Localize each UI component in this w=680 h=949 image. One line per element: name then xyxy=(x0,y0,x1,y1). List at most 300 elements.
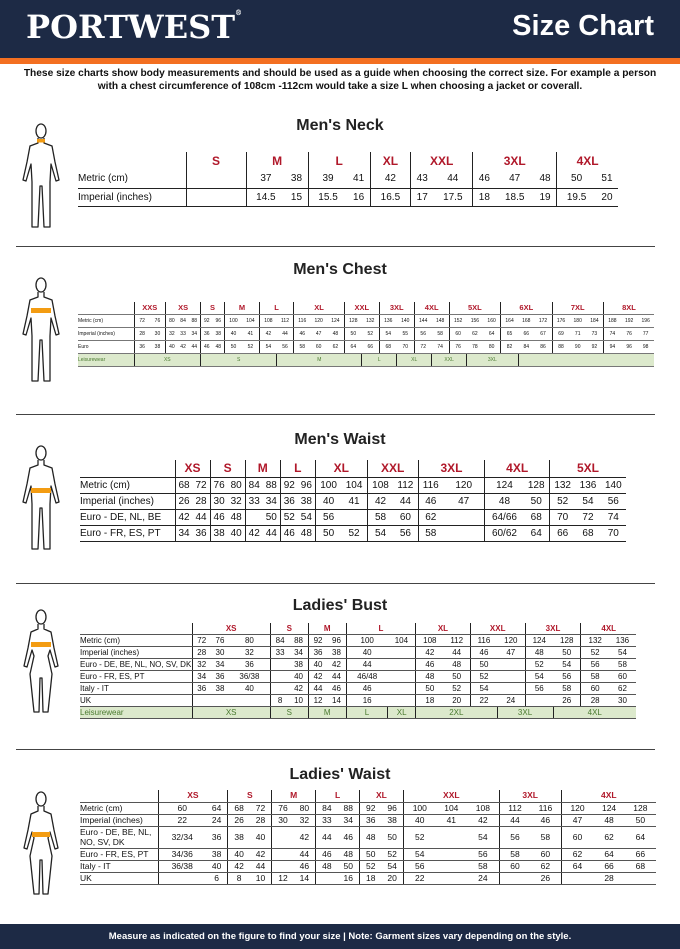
cell: 36 xyxy=(308,647,327,659)
row-label: UK xyxy=(80,695,192,707)
size-label: M xyxy=(246,152,308,170)
size-label: XXL xyxy=(403,790,499,802)
cell: 70 xyxy=(549,509,575,525)
cell xyxy=(388,695,416,707)
cell: 42 xyxy=(308,671,327,683)
cell: 71 xyxy=(569,328,585,341)
cell: 40 xyxy=(315,493,341,509)
cell: 136 xyxy=(575,477,600,493)
cell: 50 xyxy=(625,814,656,826)
cell: 136 xyxy=(609,635,636,647)
cell: 76 xyxy=(211,635,229,647)
brand-logo: PORTWEST® xyxy=(26,8,243,46)
cell: 16 xyxy=(338,872,360,884)
cell: 50 xyxy=(360,848,382,860)
cell: 24 xyxy=(467,872,499,884)
size-label: M xyxy=(277,354,362,367)
cell: 58 xyxy=(367,509,393,525)
cell: 55 xyxy=(397,328,414,341)
row-label: Metric (cm) xyxy=(80,635,192,647)
row-label: Euro - DE, BE, NL, NO, SV, DK xyxy=(80,660,192,669)
cell: 68 xyxy=(228,802,250,814)
cell: 82 xyxy=(501,341,518,354)
cell: 58 xyxy=(530,826,561,848)
cell xyxy=(443,525,485,541)
cell: 60 xyxy=(310,341,326,354)
table-row xyxy=(80,848,656,860)
cell: 108 xyxy=(367,477,393,493)
cell: 116 xyxy=(294,315,311,328)
cell xyxy=(525,695,553,707)
cell: 50 xyxy=(344,328,361,341)
cell: 42 xyxy=(178,341,189,354)
cell: 73 xyxy=(586,328,603,341)
cell: 50 xyxy=(416,683,444,695)
cell: 48 xyxy=(228,509,246,525)
cell: 44 xyxy=(294,848,316,860)
size-label: 3XL xyxy=(379,302,414,315)
cell: 54 xyxy=(470,683,497,695)
cell: 42 xyxy=(367,493,393,509)
cell xyxy=(388,671,416,683)
size-label: XXL xyxy=(470,623,525,635)
row-label: Metric (cm) xyxy=(78,315,134,328)
cell: 56 xyxy=(414,328,431,341)
cell: 40 xyxy=(229,683,270,695)
size-label: XL xyxy=(397,354,432,367)
cell: 128 xyxy=(523,477,549,493)
cell: 36/38 xyxy=(229,671,270,683)
cell: 112 xyxy=(393,477,418,493)
row-label: Imperial (inches) xyxy=(78,328,134,341)
cell: 58 xyxy=(432,328,449,341)
cell: 68 xyxy=(523,509,549,525)
cell: 46 xyxy=(294,328,311,341)
cell: 92 xyxy=(201,315,213,328)
cell: 88 xyxy=(189,315,201,328)
cell: 128 xyxy=(553,635,581,647)
cell: 47 xyxy=(443,493,485,509)
cell: 22 xyxy=(158,814,206,826)
cell: 52 xyxy=(360,860,382,872)
cell: 96 xyxy=(213,315,225,328)
cell: 48 xyxy=(593,814,624,826)
cell: 34/36 xyxy=(158,848,206,860)
cell: 44 xyxy=(189,341,201,354)
size-table-ladies-waist xyxy=(80,790,656,885)
cell: 56 xyxy=(581,659,609,671)
cell: 52 xyxy=(242,341,259,354)
size-label: L xyxy=(346,623,415,635)
table-row xyxy=(80,509,626,525)
cell: 188 xyxy=(603,315,620,328)
size-table-mens-neck xyxy=(78,152,618,207)
cell: 104 xyxy=(436,802,467,814)
cell: 58 xyxy=(553,683,581,695)
size-label: XL xyxy=(416,623,471,635)
size-label: XL xyxy=(360,790,404,802)
size-label: 5XL xyxy=(449,302,500,315)
cell: 28 xyxy=(193,493,211,509)
cell: 46 xyxy=(210,509,228,525)
cell: 54 xyxy=(381,860,403,872)
cell: 38 xyxy=(381,814,403,826)
size-label: 4XL xyxy=(414,302,449,315)
cell: 136 xyxy=(379,315,396,328)
cell: 76 xyxy=(272,802,294,814)
cell: 140 xyxy=(601,477,626,493)
cell: 64 xyxy=(625,826,656,848)
size-label: XS xyxy=(192,707,270,719)
cell xyxy=(272,826,294,848)
cell: 42 xyxy=(294,826,316,848)
cell: 62 xyxy=(593,826,624,848)
size-label: 6XL xyxy=(501,302,552,315)
size-table-ladies-bust xyxy=(80,623,636,719)
size-label: M xyxy=(308,707,346,719)
size-label: M xyxy=(272,790,316,802)
cell: 72 xyxy=(250,802,272,814)
cell xyxy=(625,872,656,884)
cell: 65 xyxy=(501,328,518,341)
cell: 152 xyxy=(449,315,466,328)
cell: 42 xyxy=(259,328,276,341)
cell: 67 xyxy=(535,328,552,341)
cell: 48 xyxy=(316,860,338,872)
row-label: Italy - IT xyxy=(80,683,192,695)
cell: 48 xyxy=(360,826,382,848)
size-label: XS xyxy=(134,354,201,367)
table-row xyxy=(78,315,654,328)
cell: 26 xyxy=(228,814,250,826)
cell: 42 xyxy=(175,509,193,525)
cell: 47 xyxy=(497,647,525,659)
size-label: 4XL xyxy=(581,623,636,635)
cell: 26 xyxy=(530,872,561,884)
cell: 30 xyxy=(210,493,228,509)
cell: 112 xyxy=(499,802,530,814)
table-row xyxy=(80,872,656,884)
cell: 132 xyxy=(581,635,609,647)
size-label: XL xyxy=(315,460,367,477)
cell: 36/38 xyxy=(158,860,206,872)
cell: 52 xyxy=(403,826,435,848)
cell: 46 xyxy=(338,826,360,848)
cell: 42 xyxy=(327,659,346,671)
size-label: 5XL xyxy=(549,460,626,477)
cell: 56 xyxy=(601,493,626,509)
table-row xyxy=(80,826,656,848)
cell: 43 xyxy=(411,170,434,188)
cell: 36 xyxy=(206,826,228,848)
cell: 18 xyxy=(416,695,444,707)
cell: 98 xyxy=(637,341,654,354)
cell xyxy=(316,872,338,884)
cell: 50 xyxy=(381,826,403,848)
cell: 60 xyxy=(158,802,206,814)
cell xyxy=(272,848,294,860)
cell: 96 xyxy=(298,477,316,493)
cell: 164 xyxy=(501,315,518,328)
cell: 100 xyxy=(346,635,387,647)
cell: 62 xyxy=(418,509,443,525)
cell: 52 xyxy=(581,647,609,659)
cell: 16 xyxy=(346,695,387,707)
cell: 44 xyxy=(316,826,338,848)
size-label: 8XL xyxy=(603,302,654,315)
size-label: S xyxy=(186,152,246,170)
female-figure-bust-icon xyxy=(18,608,64,718)
cell: 56 xyxy=(315,509,341,525)
cell: 44 xyxy=(327,671,346,683)
cell: 60 xyxy=(530,848,561,860)
cell: 66 xyxy=(625,848,656,860)
cell: 48 xyxy=(485,493,524,509)
cell: 40 xyxy=(250,826,272,848)
cell: 72 xyxy=(192,635,211,647)
cell: 40 xyxy=(206,860,228,872)
table-row xyxy=(80,493,626,509)
table-row xyxy=(78,170,618,188)
cell: 69 xyxy=(552,328,569,341)
cell: 44 xyxy=(346,659,387,671)
cell: 132 xyxy=(549,477,575,493)
cell: 48 xyxy=(534,170,557,188)
cell xyxy=(436,848,467,860)
cell: 64 xyxy=(561,860,593,872)
cell: 50 xyxy=(315,525,341,541)
cell: 40 xyxy=(228,848,250,860)
size-label: 3XL xyxy=(473,152,557,170)
cell: 38 xyxy=(213,328,225,341)
cell xyxy=(436,860,467,872)
cell: 24 xyxy=(497,695,525,707)
cell: 40 xyxy=(166,341,178,354)
cell: 24 xyxy=(206,814,228,826)
cell: 80 xyxy=(483,341,500,354)
cell: 192 xyxy=(621,315,637,328)
size-label: XXL xyxy=(367,460,418,477)
cell: 84 xyxy=(316,802,338,814)
cell: 100 xyxy=(403,802,435,814)
cell xyxy=(443,509,485,525)
cell: 66 xyxy=(518,328,534,341)
cell: 124 xyxy=(525,635,553,647)
table-row xyxy=(80,802,656,814)
size-label: S xyxy=(201,302,225,315)
cell: 64/66 xyxy=(485,509,524,525)
cell: 120 xyxy=(561,802,593,814)
cell: 56 xyxy=(403,860,435,872)
cell xyxy=(388,683,416,695)
row-label: Imperial (inches) xyxy=(80,647,192,659)
cell: 52 xyxy=(280,509,298,525)
cell: 156 xyxy=(467,315,483,328)
cell: 30 xyxy=(150,328,166,341)
cell xyxy=(245,509,263,525)
size-label: S xyxy=(228,790,272,802)
cell: 104 xyxy=(388,635,416,647)
cell: 42 xyxy=(467,814,499,826)
cell xyxy=(158,872,206,884)
cell: 22 xyxy=(470,695,497,707)
section-title-ladies-bust: Ladies' Bust xyxy=(292,597,388,614)
cell: 80 xyxy=(294,802,316,814)
row-label: UK xyxy=(80,872,158,884)
cell: 40 xyxy=(228,525,246,541)
cell: 60 xyxy=(609,671,636,683)
cell: 88 xyxy=(289,635,308,647)
cell: 33 xyxy=(245,493,263,509)
table-row xyxy=(80,671,636,683)
cell: 90 xyxy=(569,341,585,354)
table-row xyxy=(80,477,626,493)
cell: 20 xyxy=(444,695,471,707)
row-label: Euro - FR, ES, PT xyxy=(80,671,192,683)
male-figure-waist-icon xyxy=(18,444,64,554)
cell: 76 xyxy=(210,477,228,493)
cell: 18 xyxy=(360,872,382,884)
cell: 84 xyxy=(270,635,289,647)
cell: 38 xyxy=(327,647,346,659)
size-label: S xyxy=(270,623,308,635)
cell: 51 xyxy=(596,170,618,188)
cell: 38 xyxy=(289,659,308,671)
cell: 60/62 xyxy=(485,525,524,541)
cell: 8 xyxy=(270,695,289,707)
cell: 124 xyxy=(485,477,524,493)
cell: 52 xyxy=(470,671,497,683)
cell: 38 xyxy=(298,493,316,509)
size-header-row xyxy=(78,152,618,170)
section-divider xyxy=(16,414,655,415)
cell: 18.5 xyxy=(496,188,534,206)
size-label: XXL xyxy=(411,152,473,170)
row-label: Imperial (inches) xyxy=(78,188,186,206)
cell: 14.5 xyxy=(246,188,285,206)
cell: 34 xyxy=(211,659,229,671)
cell: 64 xyxy=(344,341,361,354)
cell: 38 xyxy=(285,170,308,188)
cell: 44 xyxy=(277,328,294,341)
cell: 72 xyxy=(414,341,431,354)
cell: 46 xyxy=(280,525,298,541)
cell: 80 xyxy=(166,315,178,328)
cell: 52 xyxy=(549,493,575,509)
cell: 46/48 xyxy=(346,671,387,683)
male-figure-neck-icon xyxy=(18,122,64,232)
cell: 38 xyxy=(206,848,228,860)
cell: 66 xyxy=(593,860,624,872)
cell: 42 xyxy=(245,525,263,541)
cell: 16 xyxy=(347,188,370,206)
size-label: 3XL xyxy=(525,623,581,635)
size-label: XL xyxy=(294,302,345,315)
cell: 168 xyxy=(518,315,534,328)
table-row xyxy=(78,188,618,206)
cell: 33 xyxy=(270,647,289,659)
cell: 56 xyxy=(467,848,499,860)
cell xyxy=(270,659,289,671)
row-label: Imperial (inches) xyxy=(80,814,158,826)
cell: 50 xyxy=(444,671,471,683)
cell: 34 xyxy=(289,647,308,659)
size-label: L xyxy=(259,302,293,315)
cell: 34 xyxy=(192,671,211,683)
cell: 52 xyxy=(525,659,553,671)
cell: 112 xyxy=(277,315,294,328)
cell: 44 xyxy=(193,509,211,525)
cell: 68 xyxy=(625,860,656,872)
cell: 32 xyxy=(294,814,316,826)
cell xyxy=(229,695,270,707)
cell: 74 xyxy=(601,509,626,525)
cell: 58 xyxy=(499,848,530,860)
cell: 88 xyxy=(263,477,281,493)
cell: 66 xyxy=(549,525,575,541)
table-row xyxy=(80,683,636,695)
intro-text: These size charts show body measurements and should be used as a guide when choosing the correct size. For example a person with a chest circumference of 108cm -112cm would take a size L when choosing a jacket or coverall. xyxy=(23,68,657,92)
cell: 100 xyxy=(315,477,341,493)
cell: 15.5 xyxy=(308,188,347,206)
cell: 38 xyxy=(211,683,229,695)
size-label: 4XL xyxy=(557,152,618,170)
table-row xyxy=(80,814,656,826)
table-row xyxy=(80,659,636,671)
cell: 15 xyxy=(285,188,308,206)
size-label: 3XL xyxy=(418,460,485,477)
size-label: L xyxy=(316,790,360,802)
size-table-mens-chest xyxy=(78,302,654,367)
size-label: L xyxy=(362,354,397,367)
cell xyxy=(497,671,525,683)
cell: 41 xyxy=(242,328,259,341)
cell: 48 xyxy=(213,341,225,354)
cell: 38 xyxy=(150,341,166,354)
size-header-row xyxy=(78,302,654,315)
row-label: Italy - IT xyxy=(80,860,158,872)
cell: 14 xyxy=(327,695,346,707)
section-title-ladies-waist: Ladies' Waist xyxy=(289,766,391,783)
cell: 84 xyxy=(178,315,189,328)
cell: 52 xyxy=(444,683,471,695)
cell: 76 xyxy=(621,328,637,341)
cell: 16.5 xyxy=(370,188,410,206)
cell: 116 xyxy=(470,635,497,647)
cell: 46 xyxy=(327,683,346,695)
cell: 56 xyxy=(499,826,530,848)
size-label: L xyxy=(280,460,315,477)
cell: 84 xyxy=(245,477,263,493)
cell: 88 xyxy=(552,341,569,354)
cell: 32/34 xyxy=(158,826,206,848)
cell: 58 xyxy=(609,659,636,671)
cell: 124 xyxy=(593,802,624,814)
cell xyxy=(388,659,416,671)
size-header-row xyxy=(80,460,626,477)
table-row xyxy=(80,647,636,659)
cell: 26 xyxy=(553,695,581,707)
cell: 28 xyxy=(593,872,624,884)
cell: 6 xyxy=(206,872,228,884)
cell: 42 xyxy=(250,848,272,860)
cell: 34 xyxy=(263,493,281,509)
cell: 100 xyxy=(224,315,241,328)
cell: 47 xyxy=(496,170,534,188)
cell: 80 xyxy=(229,635,270,647)
cell: 30 xyxy=(272,814,294,826)
cell: 22 xyxy=(403,872,435,884)
